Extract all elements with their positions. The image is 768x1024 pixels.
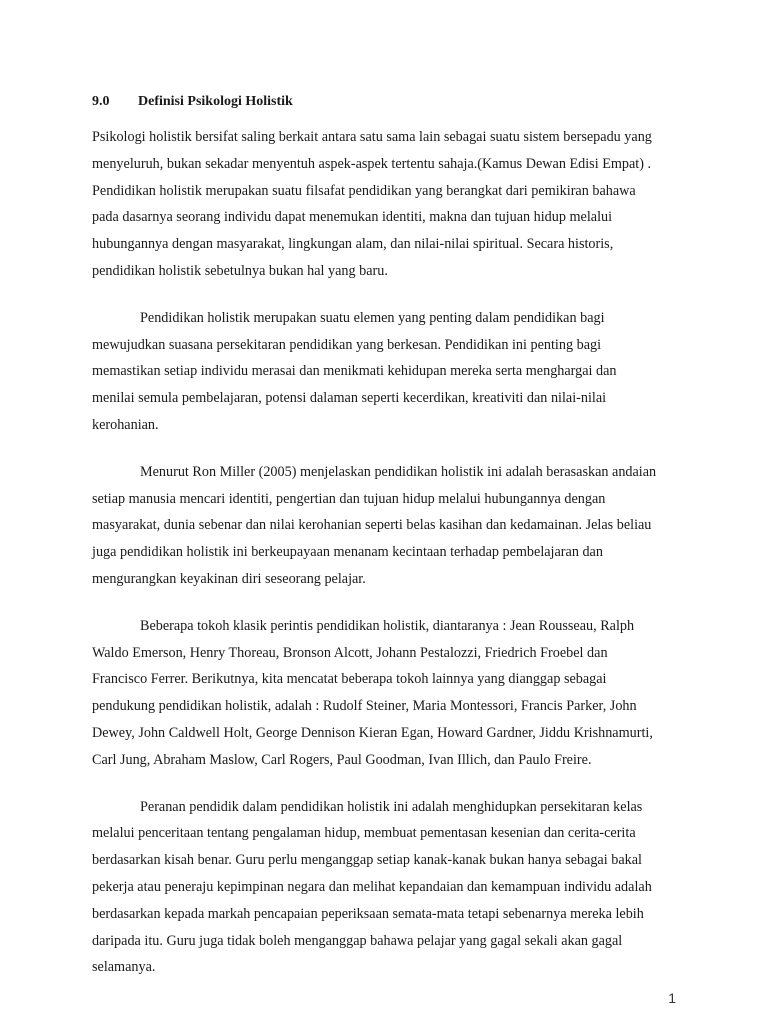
paragraph-1: Psikologi holistik bersifat saling berkait antara satu sama lain sebagai suatu sistem bersepadu yang menyeluruh, bukan sekadar menyentuh aspek-aspek tertentu sahaja.(Kamus Dewan Edisi Empat) . Pendidikan holistik merupakan suatu filsafat pendidikan yang berangkat dari pemikiran bahawa pada dasarnya seorang individu dapat menemukan identiti, makna dan tujuan hidup melalui hubungannya dengan masyarakat, lingkungan alam, dan nilai-nilai spiritual. Secara historis, pendidikan holistik sebetulnya bukan hal yang baru. — [92, 129, 652, 279]
paragraph-4: Beberapa tokoh klasik perintis pendidikan holistik, diantaranya : Jean Rousseau, Ralph Waldo Emerson, Henry Thoreau, Bronson Alcott, Johann Pestalozzi, Friedrich Froebel dan Francisco Ferrer. Berikutnya, kita mencatat beberapa tokoh lainnya yang dianggap sebagai pendukung pendidikan holistik, adalah : Rudolf Steiner, Maria Montessori, Francis Parker, John Dewey, John Caldwell Holt, George Dennison Kieran Egan, Howard Gardner, Jiddu Krishnamurti, Carl Jung, Abraham Maslow, Carl Rogers, Paul Goodman, Ivan Illich, dan Paulo Freire. — [92, 617, 653, 768]
page-number: 1 — [668, 990, 676, 1006]
section-number: 9.0 — [92, 94, 110, 109]
section-heading — [92, 92, 662, 112]
section-title: Definisi Psikologi Holistik — [138, 94, 293, 109]
paragraph-2: Pendidikan holistik merupakan suatu elemen yang penting dalam pendidikan bagi mewujudkan suasana persekitaran pendidikan yang berkesan. Pendidikan ini penting bagi memastikan setiap individu merasai dan menikmati kehidupan mereka serta menghargai dan menilai semula pembelajaran, potensi dalaman seperti kecerdikan, kreativiti dan nilai-nilai kerohanian. — [92, 309, 617, 433]
document-page — [92, 92, 662, 1001]
paragraph-3: Menurut Ron Miller (2005) menjelaskan pendidikan holistik ini adalah berasaskan andaian setiap manusia mencari identiti, pengertian dan tujuan hidup melalui hubungannya dengan masyarakat, dunia sebenar dan nilai kerohanian seperti belas kasihan dan kedamainan. Jelas beliau juga pendidikan holistik ini berkeupayaan menanam kecintaan terhadap pembelajaran dan mengurangkan keyakinan diri seseorang pelajar. — [92, 463, 657, 587]
paragraph-5: Peranan pendidik dalam pendidikan holistik ini adalah menghidupkan persekitaran kelas melalui penceritaan tentang pengalaman hidup, membuat pementasan kesenian dan cerita-cerita berdasarkan kisah benar. Guru perlu menganggap setiap kanak-kanak bukan hanya sebagai bakal pekerja atau peneraju kepimpinan negara dan melihat kepandaian dan kemampuan individu adalah berdasarkan kepada markah pencapaian peperiksaan semata-mata tetapi sebenarnya mereka lebih daripada itu. Guru juga tidak boleh menganggap bahawa pelajar yang gagal sekali akan gagal selamanya. — [92, 798, 652, 976]
